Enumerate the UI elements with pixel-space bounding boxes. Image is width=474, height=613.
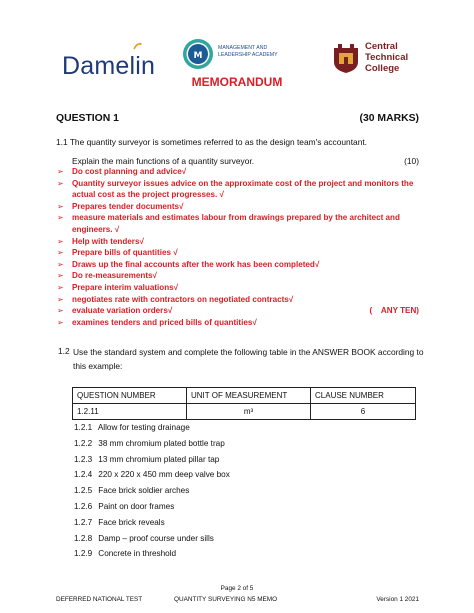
item-number: 1.2.4	[74, 470, 93, 480]
bullet-arrow-icon: ➢	[57, 306, 64, 316]
item-text: 38 mm chromium plated bottle trap	[98, 438, 225, 448]
list-item	[74, 452, 230, 468]
item-text: Concrete in threshold	[98, 549, 177, 559]
answer-text: examines tenders and priced bills of quantities√	[72, 317, 257, 327]
answer-text: negotiates rate with contractors on negotiated contracts√	[72, 294, 294, 304]
item-text: 220 x 220 x 450 mm deep valve box	[98, 470, 230, 480]
answer-text: Draws up the final accounts after the work has been completed√	[72, 259, 320, 269]
answer-text: Quantity surveyor issues advice on the approximate cost of the project and monitors the actual cost as the project progresses. √	[72, 178, 414, 200]
question-title: QUESTION 1	[56, 113, 119, 124]
item-text: Damp – proof course under sills	[98, 533, 214, 543]
section-1-2-number: 1.2	[58, 346, 70, 356]
answer-text: Do re-measurements√	[72, 271, 157, 281]
bullet-arrow-icon: ➢	[57, 201, 64, 211]
damelin-swoosh-icon	[132, 42, 142, 52]
table-header-cell: UNIT OF MEASUREMENT	[187, 388, 311, 404]
bullet-arrow-icon: ➢	[57, 317, 64, 327]
list-item	[56, 166, 428, 178]
list-item	[56, 317, 428, 329]
section-1-1-marks: (10)	[404, 156, 419, 166]
answer-text: Do cost planning and advice√	[72, 167, 187, 176]
ctc-logo-line1: Central	[365, 41, 398, 52]
bullet-arrow-icon: ➢	[57, 213, 64, 223]
section-1-1-instruction: Explain the main functions of a quantity surveyor.	[72, 156, 255, 166]
section-1-2-text: Use the standard system and complete the following table in the ANSWER BOOK according to this example:	[73, 347, 424, 371]
item-number: 1.2.7	[74, 517, 93, 527]
list-item	[74, 467, 230, 483]
bullet-arrow-icon: ➢	[57, 167, 64, 176]
answer-text: Prepare interim valuations√	[72, 282, 179, 292]
footer-left: DEFERRED NATIONAL TEST	[56, 596, 143, 603]
list-item	[74, 436, 230, 452]
item-number: 1.2.2	[74, 438, 93, 448]
item-text: Paint on door frames	[98, 501, 175, 511]
mla-logo-line1: MANAGEMENT AND	[218, 45, 268, 51]
list-item	[74, 531, 230, 547]
bullet-arrow-icon: ➢	[57, 282, 64, 292]
answer-text: evaluate variation orders√	[72, 306, 173, 316]
list-item	[56, 178, 428, 201]
ctc-logo	[332, 40, 442, 76]
item-number: 1.2.9	[74, 549, 93, 559]
example-table	[72, 387, 416, 420]
ctc-logo-line3: College	[365, 63, 400, 74]
item-number: 1.2.8	[74, 533, 93, 543]
item-number: 1.2.1	[74, 423, 93, 432]
answer-text: Help with tenders√	[72, 236, 144, 246]
item-number: 1.2.6	[74, 501, 93, 511]
table-cell: m³	[187, 404, 311, 420]
mla-logo	[182, 38, 282, 78]
table-header-row	[73, 388, 416, 404]
mla-badge-icon	[182, 38, 214, 70]
item-list	[74, 420, 230, 562]
bullet-arrow-icon: ➢	[57, 259, 64, 269]
item-text: Face brick reveals	[98, 517, 165, 527]
list-item	[74, 420, 230, 436]
list-item	[56, 294, 428, 306]
list-item	[56, 259, 428, 271]
answer-text: Prepares tender documents√	[72, 201, 184, 211]
footer-right: Version 1 2021	[376, 596, 419, 603]
answer-text: measure materials and estimates labour from drawings prepared by the architect and engineers. √	[72, 213, 400, 234]
question-marks: (30 MARKS)	[359, 113, 419, 124]
table-cell: 6	[311, 404, 416, 420]
ctc-logo-line2: Technical	[365, 52, 409, 63]
damelin-logo-text: Damelin	[62, 52, 156, 80]
list-item	[56, 247, 428, 259]
table-row	[73, 404, 416, 420]
item-text: 13 mm chromium plated pillar tap	[98, 454, 220, 464]
list-item	[74, 483, 230, 499]
item-text: Face brick soldier arches	[98, 486, 190, 496]
list-item	[74, 515, 230, 531]
bullet-arrow-icon: ➢	[57, 178, 64, 188]
mla-logo-line2: LEADERSHIP ACADEMY	[218, 52, 278, 58]
item-text: Allow for testing drainage	[97, 423, 190, 432]
list-item	[56, 236, 428, 248]
section-1-1-intro: 1.1 The quantity surveyor is sometimes referred to as the design team's accountant.	[56, 137, 368, 147]
list-item	[74, 499, 230, 515]
answer-list	[56, 166, 428, 328]
bullet-arrow-icon: ➢	[57, 271, 64, 281]
footer-center: QUANTITY SURVEYING N5 MEMO	[174, 596, 278, 603]
bullet-arrow-icon: ➢	[57, 294, 64, 304]
answer-text: Prepare bills of quantities √	[72, 248, 178, 258]
table-header-cell: CLAUSE NUMBER	[311, 388, 416, 404]
table-header-cell: QUESTION NUMBER	[73, 388, 187, 404]
svg-text:M: M	[193, 51, 203, 61]
bullet-arrow-icon: ➢	[57, 248, 64, 258]
list-item	[56, 201, 428, 213]
list-item	[56, 270, 428, 282]
ctc-crest-icon	[332, 40, 360, 74]
list-item	[74, 546, 230, 562]
page-title: MEMORANDUM	[191, 75, 283, 89]
item-number: 1.2.3	[74, 454, 93, 464]
any-ten-note: ( ANY TEN)	[369, 306, 419, 315]
list-item	[56, 212, 428, 235]
bullet-arrow-icon: ➢	[57, 236, 64, 246]
table-cell: 1.2.11	[73, 404, 187, 420]
item-number: 1.2.5	[74, 486, 93, 496]
list-item	[56, 282, 428, 294]
page-number: Page 2 of 5	[220, 585, 254, 592]
